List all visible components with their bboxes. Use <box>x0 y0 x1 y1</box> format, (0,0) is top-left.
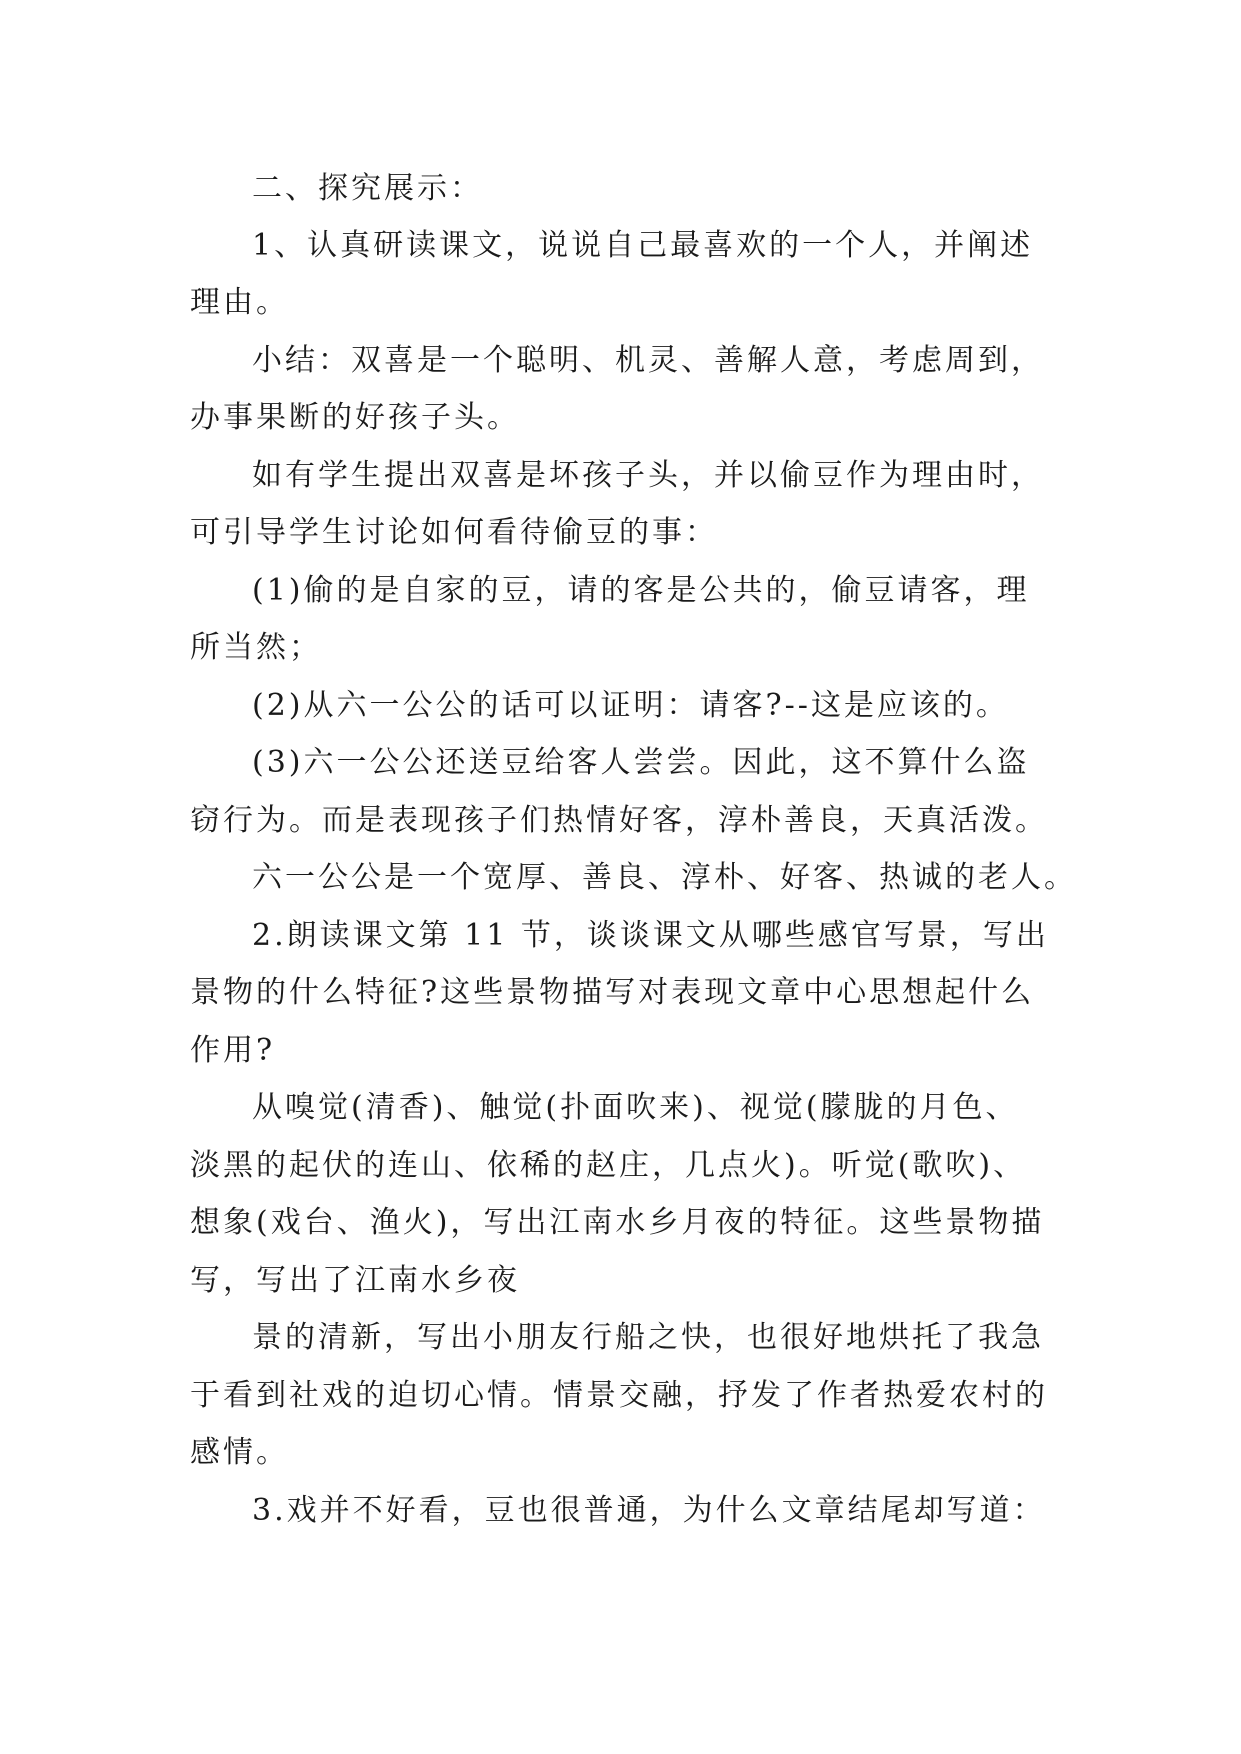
point-3-line-1: (3)六一公公还送豆给客人尝尝。因此，这不算什么盗 <box>252 745 1030 780</box>
answer-2-line-3: 想象(戏台、渔火)，写出江南水乡月夜的特征。这些景物描 <box>190 1205 1045 1240</box>
answer-2-line-1: 从嗅觉(清香)、触觉(扑面吹来)、视觉(朦胧的月色、 <box>252 1090 1019 1125</box>
question-3-line-1: 3.戏并不好看，豆也很普通，为什么文章结尾却写道： <box>252 1493 1046 1528</box>
summary-line-2: 办事果断的好孩子头。 <box>190 400 520 435</box>
question-1-line-1: 1、认真研读课文，说说自己最喜欢的一个人，并阐述 <box>252 228 1034 263</box>
question-2-line-3: 作用? <box>190 1033 276 1068</box>
answer-2-line-7: 感情。 <box>190 1435 289 1470</box>
question-2-line-1: 2.朗读课文第 11 节，谈谈课文从哪些感官写景，写出 <box>252 918 1049 953</box>
discussion-line-2: 可引导学生讨论如何看待偷豆的事： <box>190 515 718 550</box>
point-1-line-1: (1)偷的是自家的豆，请的客是公共的，偷豆请客，理 <box>252 573 1030 608</box>
answer-2-line-6: 于看到社戏的迫切心情。情景交融，抒发了作者热爱农村的 <box>190 1378 1048 1413</box>
answer-2-line-4: 写，写出了江南水乡夜 <box>190 1263 520 1298</box>
question-1-line-2: 理由。 <box>190 285 289 320</box>
point-1-line-2: 所当然； <box>190 630 322 665</box>
answer-2-line-2: 淡黑的起伏的连山、依稀的赵庄，几点火)。听觉(歌吹)、 <box>190 1148 1027 1183</box>
question-2-line-2: 景物的什么特征?这些景物描写对表现文章中心思想起什么 <box>190 975 1035 1010</box>
point-3-line-2: 窃行为。而是表现孩子们热情好客，淳朴善良，天真活泼。 <box>190 803 1048 838</box>
section-heading: 二、探究展示： <box>252 171 483 206</box>
summary-line-1: 小结：双喜是一个聪明、机灵、善解人意，考虑周到， <box>252 343 1044 378</box>
answer-2-line-5: 景的清新，写出小朋友行船之快，也很好地烘托了我急 <box>252 1320 1044 1355</box>
point-2-line: (2)从六一公公的话可以证明：请客?--这是应该的。 <box>252 688 1009 723</box>
character-summary-line: 六一公公是一个宽厚、善良、淳朴、好客、热诚的老人。 <box>252 860 1077 895</box>
discussion-line-1: 如有学生提出双喜是坏孩子头，并以偷豆作为理由时， <box>252 458 1044 493</box>
